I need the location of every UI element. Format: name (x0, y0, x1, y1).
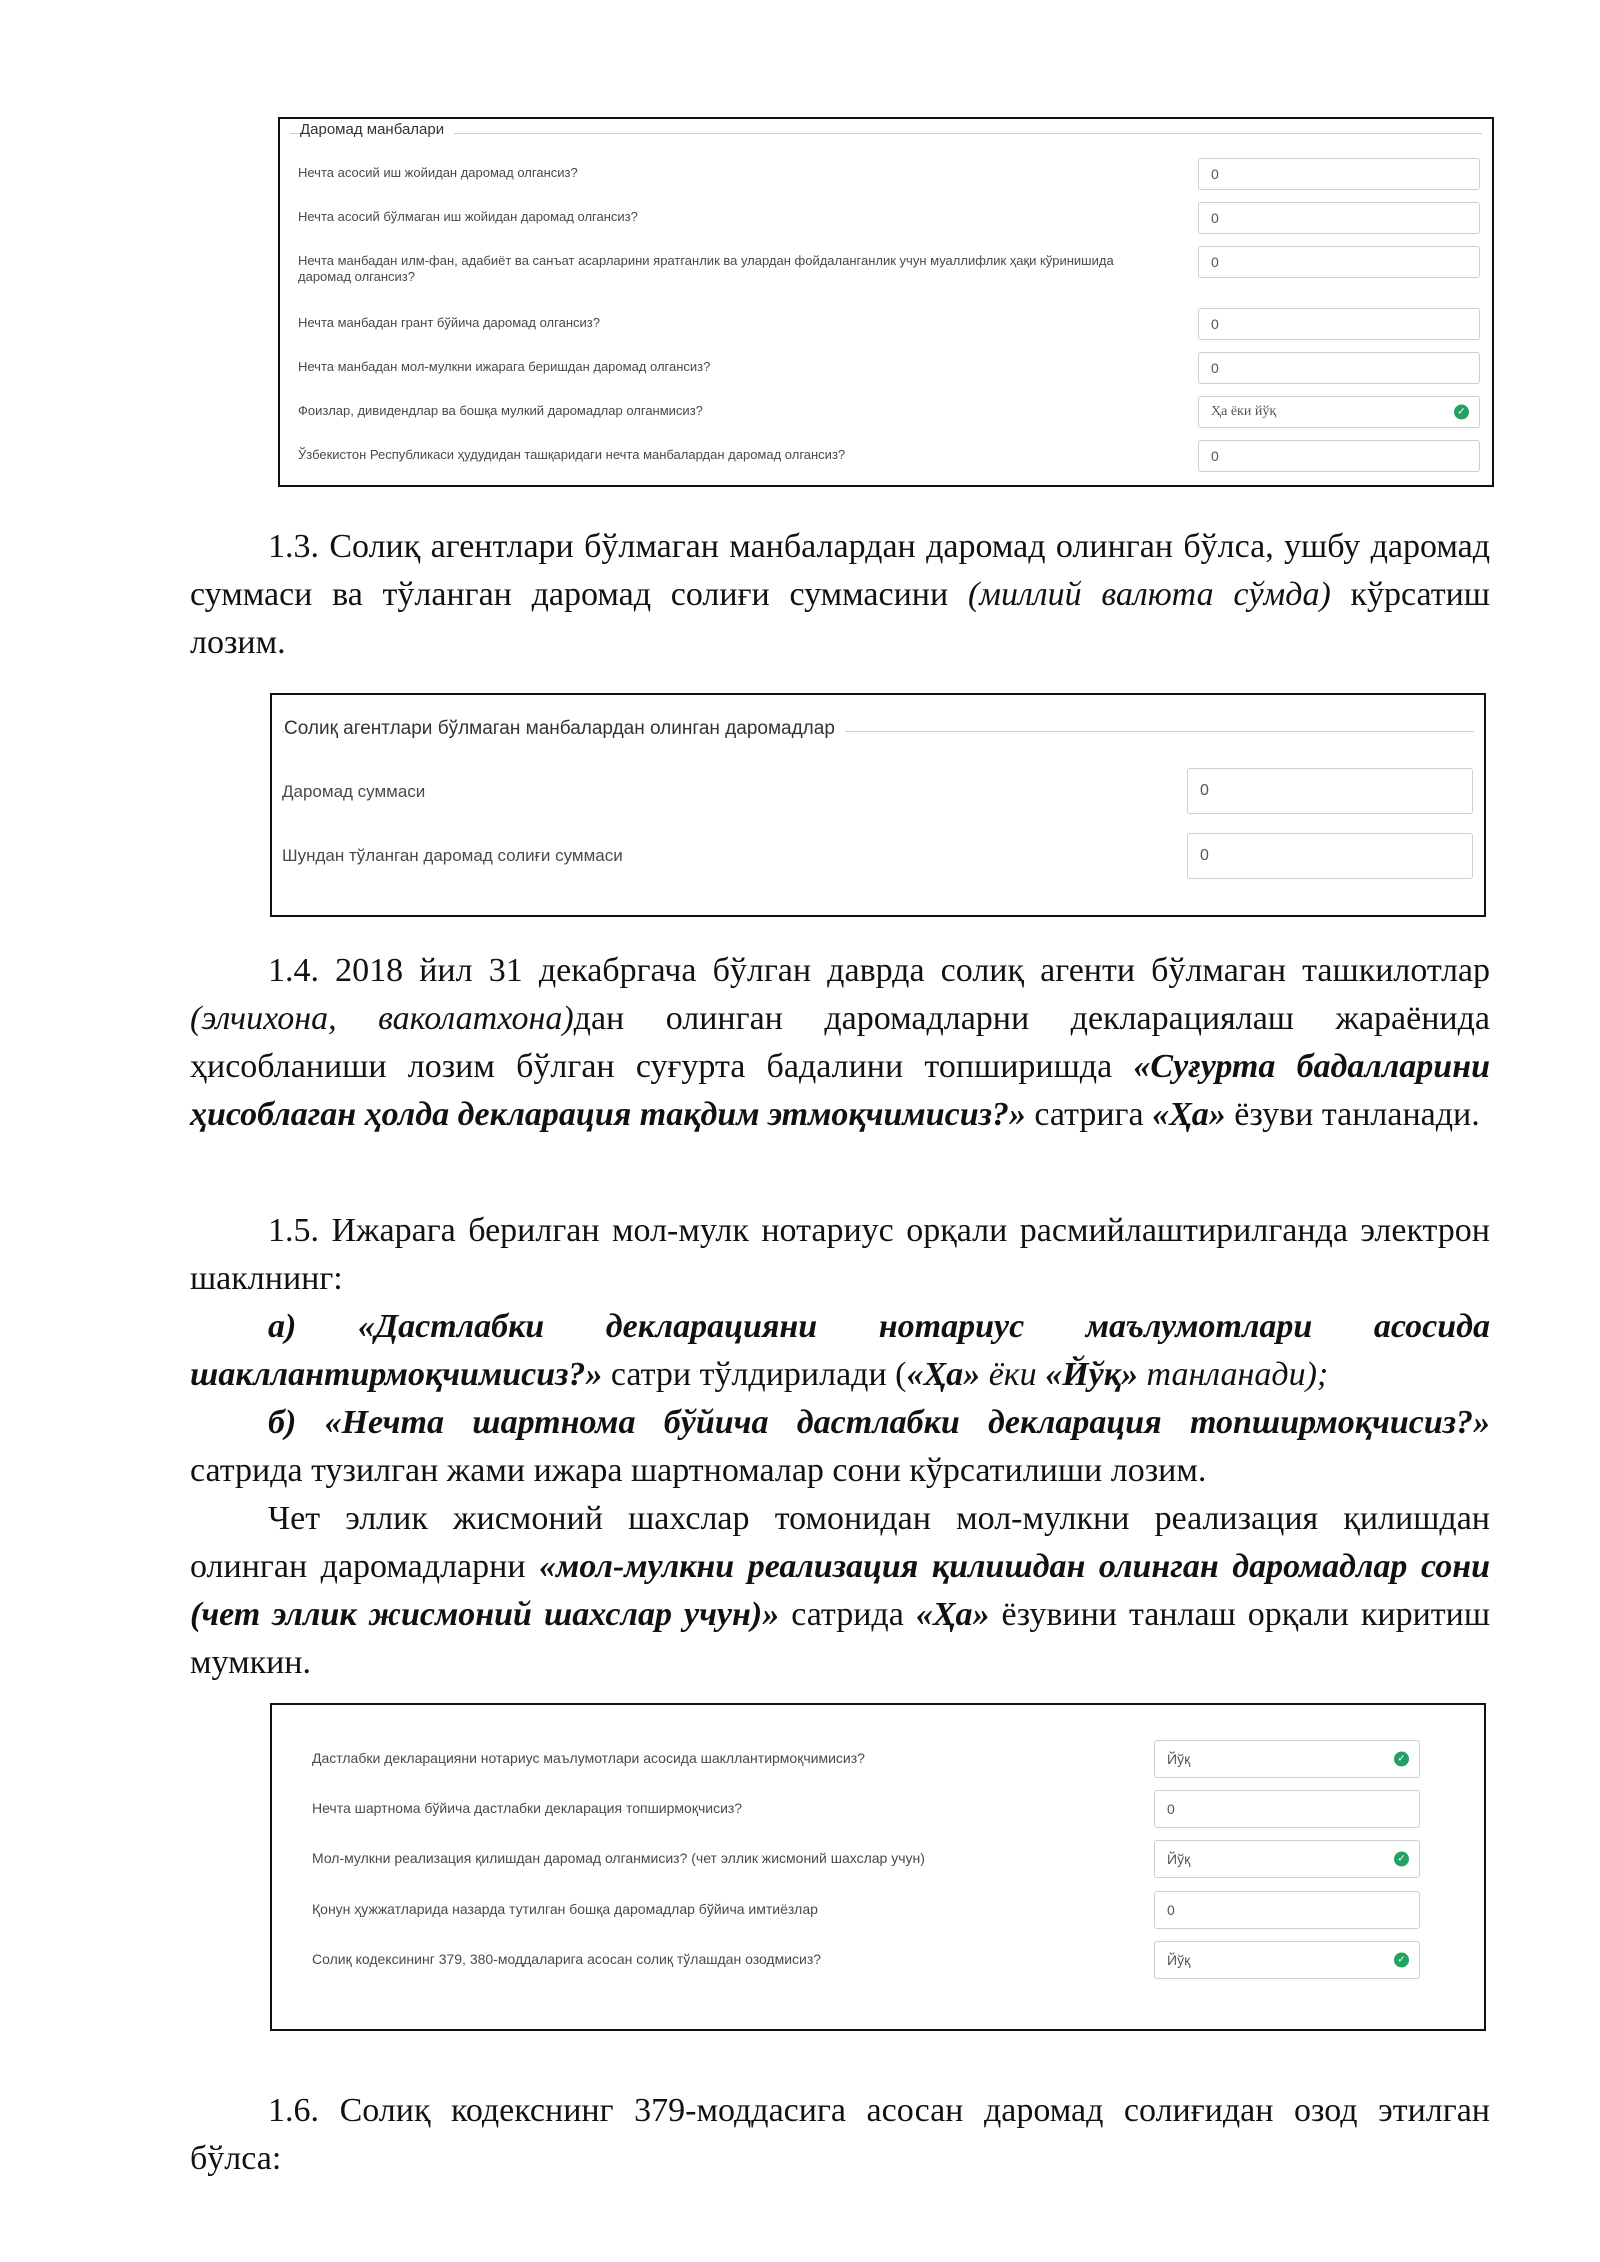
answer-field[interactable]: 0 (1187, 833, 1473, 879)
check-circle-icon: ✓ (1394, 1852, 1409, 1867)
italic-text: танланади); (1137, 1356, 1329, 1393)
bold-italic-text: «Йўқ» (1045, 1356, 1138, 1393)
paragraph-1-5 (190, 1207, 1490, 1687)
text: дан олинган даромадларни декларациялаш жараёнида ҳисобланиши лозим бўлган суғурта бадалини топширишда (190, 1000, 1490, 1085)
text: сатрида тузилган жами ижара шартномалар сони кўрсатилиши лозим. (190, 1452, 1207, 1489)
question-label: Фоизлар, дивидендлар ва бошқа мулкий даромадлар олганмисиз? (298, 403, 703, 418)
answer-field[interactable]: 0 (1198, 308, 1480, 340)
question-label: Солиқ кодексининг 379, 380-моддаларига асосан солиқ тўлашдан озодмисиз? (312, 1951, 822, 1967)
non-agent-income-panel (270, 693, 1486, 917)
select-value: Йўқ (1167, 1952, 1191, 1968)
answer-select[interactable] (1154, 1941, 1420, 1979)
income-sources-panel (278, 117, 1494, 487)
paragraph-1-5-intro: 1.5. Ижарага берилган мол-мулк нотариус орқали расмийлаштирилганда электрон шаклнинг: (190, 1212, 1490, 1297)
answer-field[interactable]: 0 (1198, 440, 1480, 472)
answer-field[interactable]: 0 (1187, 768, 1473, 814)
italic-text: (миллий валюта сўмда) (967, 576, 1331, 613)
check-circle-icon: ✓ (1394, 1953, 1409, 1968)
answer-field[interactable]: 0 (1198, 158, 1480, 190)
notary-declaration-panel (270, 1703, 1486, 2031)
paragraph-1-3 (190, 523, 1490, 667)
paragraph-1-6 (190, 2087, 1490, 2183)
text: Чет эллик жисмоний шахслар томонидан мол-мулкни реализация қилишдан олинган даромадларни (190, 1500, 1490, 1585)
check-circle-icon: ✓ (1454, 405, 1469, 420)
check-circle-icon: ✓ (1394, 1752, 1409, 1767)
question-label: Мол-мулкни реализация қилишдан даромад олганмисиз? (чет эллик жисмоний шахслар учун) (312, 1850, 925, 1866)
select-value: Йўқ (1167, 1851, 1191, 1867)
question-label: Шундан тўланган даромад солиғи суммаси (282, 846, 623, 865)
text: сатрига (1025, 1096, 1153, 1133)
bold-italic-text: а) «Дастлабки декларацияни нотариус маълумотлари асосида шакллантирмоқчимисиз?» (190, 1308, 1490, 1393)
answer-field[interactable]: 0 (1154, 1891, 1420, 1929)
text: сатри тўлдирилади ( (602, 1356, 907, 1393)
answer-select[interactable] (1154, 1840, 1420, 1878)
select-value: Йўқ (1167, 1751, 1191, 1767)
question-label: Даромад суммаси (282, 782, 426, 801)
panel-legend: Даромад манбалари (300, 121, 454, 138)
question-label: Ўзбекистон Республикаси ҳудудидан ташқаридаги нечта манбалардан даромад олгансиз? (298, 447, 846, 462)
question-label: Нечта манбадан грант бўйича даромад олгансиз? (298, 315, 600, 330)
answer-field[interactable]: 0 (1154, 1790, 1420, 1828)
question-label: Нечта асосий бўлмаган иш жойидан даромад олгансиз? (298, 209, 638, 224)
text: 1.3. Солиқ агентлари бўлмаган манбалардан даромад олинган бўлса, ушбу даромад суммаси ва тўланган даромад солиғи суммасини (190, 528, 1490, 613)
bold-italic-text: «Суғурта бадалларини ҳисоблаган ҳолда декларация тақдим этмоқчимисиз?» (190, 1048, 1490, 1133)
text: ёзуви танланади. (1225, 1096, 1480, 1133)
text: кўрсатиш лозим. (190, 576, 1490, 661)
panel-legend: Солиқ агентлари бўлмаган манбалардан олинган даромадлар (284, 718, 845, 740)
paragraph-1-6-text: 1.6. Солиқ кодекснинг 379-моддасига асосан даромад солиғидан озод этилган бўлса: (190, 2092, 1490, 2177)
bold-italic-text: «Ҳа» (915, 1596, 990, 1633)
answer-field[interactable]: 0 (1198, 202, 1480, 234)
legend-divider (290, 133, 1482, 134)
text: ёзувини танлаш орқали киритиш мумкин. (190, 1596, 1490, 1681)
bold-italic-text: «Ҳа» (1152, 1096, 1226, 1133)
question-label: Нечта асосий иш жойидан даромад олгансиз? (298, 165, 578, 180)
answer-select[interactable] (1154, 1740, 1420, 1778)
answer-field[interactable]: 0 (1198, 246, 1480, 278)
bold-italic-text: «мол-мулкни реализация қилишдан олинган даромадлар сони (чет эллик жисмоний шахслар учун)» (190, 1548, 1490, 1633)
bold-italic-text: «Ҳа» (906, 1356, 981, 1393)
question-label: Қонун ҳужжатларида назарда тутилган бошқа даромадлар бўйича имтиёзлар (312, 1901, 818, 1917)
bold-italic-text: б) «Нечта шартнома бўйича дастлабки декларация топширмоқчисиз?» (268, 1404, 1490, 1441)
question-label: Нечта шартнома бўйича дастлабки декларация топширмоқчисиз? (312, 1800, 743, 1816)
paragraph-1-4 (190, 947, 1490, 1139)
question-label: Нечта манбадан мол-мулкни ижарага беришдан даромад олгансиз? (298, 359, 711, 374)
italic-text: ёки (980, 1356, 1046, 1393)
text: 1.4. 2018 йил 31 декабргача бўлган даврда солиқ агенти бўлмаган ташкилотлар (268, 952, 1490, 989)
answer-select[interactable] (1198, 396, 1480, 428)
select-value: Ҳа ёки йўқ (1211, 404, 1277, 419)
text: сатрида (779, 1596, 916, 1633)
question-label: Дастлабки декларацияни нотариус маълумотлари асосида шакллантирмоқчимисиз? (312, 1750, 865, 1766)
question-label: Нечта манбадан илм-фан, адабиёт ва санъат асарларини яратганлик ва улардан фойдаланганлик учун муаллифлик ҳақи кўринишида даромад олгансиз? (298, 253, 1114, 285)
italic-text: (элчихона, ваколатхона) (190, 1000, 574, 1037)
answer-field[interactable]: 0 (1198, 352, 1480, 384)
